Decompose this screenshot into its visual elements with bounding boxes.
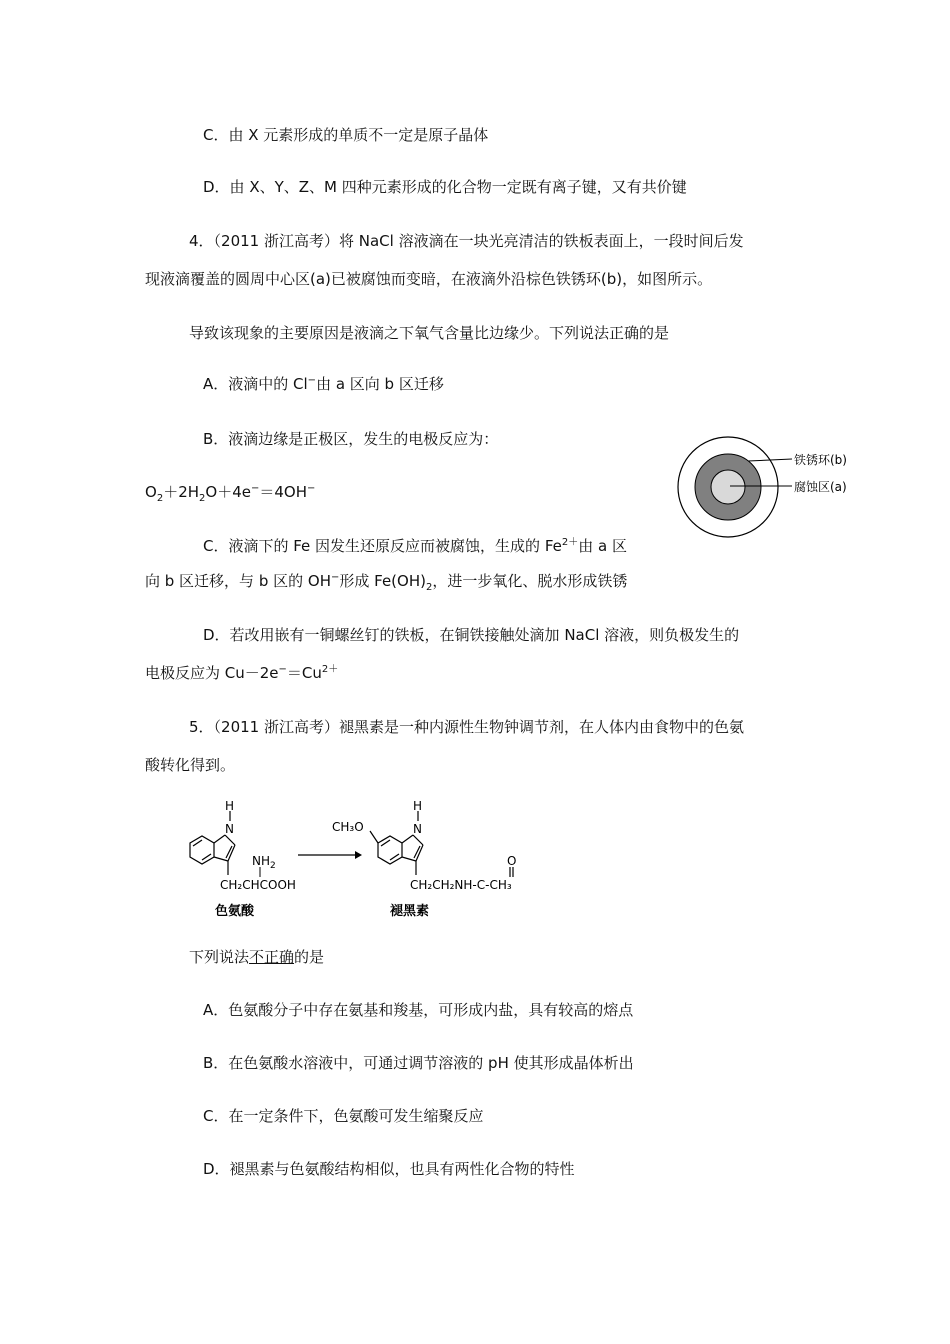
q4-option-d-line2: 电极反应为 $Cu-2e^-=Cu^{2+}$ — [145, 664, 339, 682]
reaction-scheme — [180, 795, 560, 925]
underlined-not-correct: 不正确 — [249, 948, 295, 966]
q5-stem-line1: 5．（2011 浙江高考）褪黑素是一种内源性生物钟调节剂，在人体内由食物中的色氨 — [189, 718, 744, 736]
q4-electrode-equation: $O_2+2H_2O+4e^-=4OH^-$ — [145, 483, 316, 504]
q4-option-d-line1: D．若改用嵌有一铜螺丝钉的铁板，在铜铁接触处滴加 NaCl 溶液，则负极发生的 — [203, 626, 740, 644]
q5-option-d: D．褪黑素与色氨酸结构相似，也具有两性化合物的特性 — [203, 1160, 575, 1178]
q5-option-a: A．色氨酸分子中存在氨基和羧基，可形成内盐，具有较高的熔点 — [203, 1001, 634, 1019]
q3-option-d: D．由 X、Y、Z、M 四种元素形成的化合物一定既有离子键，又有共价键 — [203, 178, 687, 196]
label-corrosion-zone: 腐蚀区(a) — [794, 480, 847, 494]
q5-stem-line2: 酸转化得到。 — [145, 756, 236, 774]
tryptophan-n: N — [225, 822, 234, 836]
q4-stem-line3: 导致该现象的主要原因是液滴之下氧气含量比边缘少。下列说法正确的是 — [189, 324, 670, 342]
label-rust-ring: 铁锈环(b) — [794, 453, 847, 467]
melatonin-h: H — [413, 799, 423, 813]
tryptophan-nh2: $NH_2$ — [252, 854, 276, 871]
carbonyl-o: O — [507, 854, 517, 868]
reaction-arrowhead — [355, 851, 362, 859]
droplet-diagram — [670, 425, 880, 550]
q5-option-c: C．在一定条件下，色氨酸可发生缩聚反应 — [203, 1107, 484, 1125]
melatonin-n: N — [413, 822, 422, 836]
q5-option-b: B．在色氨酸水溶液中，可通过调节溶液的 pH 使其形成晶体析出 — [203, 1054, 634, 1072]
tryptophan-name: 色氨酸 — [215, 904, 255, 919]
melatonin-name: 褪黑素 — [390, 904, 430, 919]
melatonin-structure — [370, 811, 513, 877]
methoxy-group: CH₃O — [332, 820, 364, 834]
q5-question: 下列说法不正确的是 — [189, 948, 325, 966]
melatonin-side-chain: CH₂CH₂NH-C-CH₃ — [410, 878, 512, 892]
q3-option-c: C．由 X 元素形成的单质不一定是原子晶体 — [203, 126, 489, 144]
corrosion-zone-a — [711, 470, 745, 504]
q4-option-c-line2: 向 b 区迁移，与 b 区的 OH−形成 $Fe(OH)_2$，进一步氧化、脱水形成铁锈 — [145, 572, 628, 593]
tryptophan-structure — [190, 811, 235, 875]
q4-option-b: B．液滴边缘是正极区，发生的电极反应为： — [203, 430, 499, 448]
tryptophan-h: H — [225, 799, 235, 813]
q4-option-a: A．液滴中的 Cl−由 a 区向 b 区迁移 — [203, 375, 444, 393]
q4-stem-line2: 现液滴覆盖的圆周中心区(a)已被腐蚀而变暗，在液滴外沿棕色铁锈环(b)，如图所示。 — [145, 270, 713, 288]
q4-stem-line1: 4．（2011 浙江高考）将 NaCl 溶液滴在一块光亮清洁的铁板表面上，一段时间后发 — [189, 232, 744, 250]
tryptophan-side-chain: CH₂CHCOOH — [220, 878, 296, 892]
q4-option-c-line1: C．液滴下的 Fe 因发生还原反应而被腐蚀，生成的 $Fe^{2+}$由 a 区 — [203, 537, 627, 555]
